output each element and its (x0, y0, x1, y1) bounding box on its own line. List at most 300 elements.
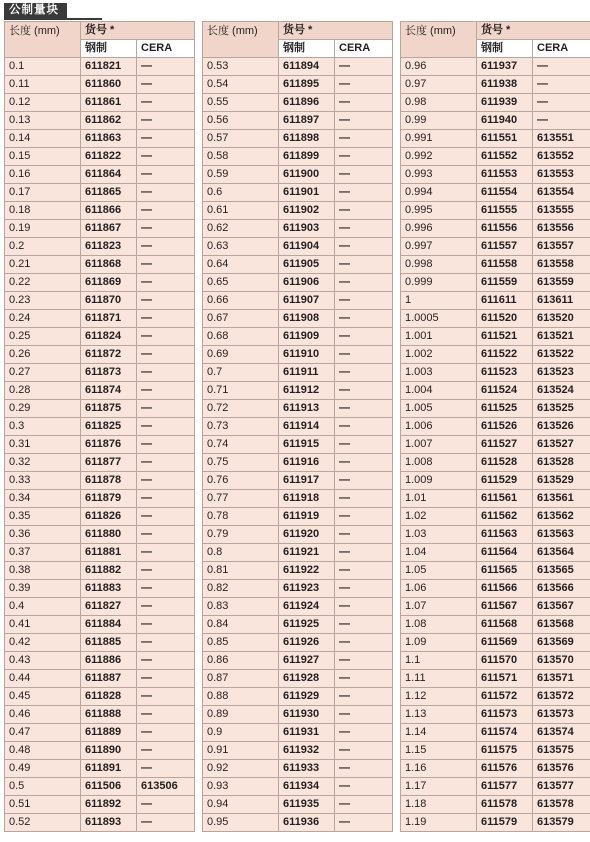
length-cell: 0.57 (203, 130, 279, 148)
cera-part-cell: — (335, 616, 393, 634)
steel-part-cell: 611525 (477, 400, 533, 418)
steel-part-cell: 611919 (279, 508, 335, 526)
table-row (203, 400, 393, 418)
length-cell: 0.15 (5, 148, 81, 166)
length-cell: 0.992 (401, 148, 477, 166)
table-row (401, 418, 590, 436)
length-cell: 1.1 (401, 652, 477, 670)
cera-part-cell: — (137, 454, 195, 472)
cera-part-cell: 613565 (533, 562, 590, 580)
steel-part-cell: 611918 (279, 490, 335, 508)
length-cell: 0.29 (5, 400, 81, 418)
length-header: 长度 (mm) (5, 22, 81, 58)
steel-part-cell: 611936 (279, 814, 335, 832)
cera-part-cell: — (137, 436, 195, 454)
cera-part-cell: — (137, 760, 195, 778)
steel-part-cell: 611929 (279, 688, 335, 706)
steel-part-cell: 611862 (81, 112, 137, 130)
cera-part-cell: — (533, 94, 590, 112)
cera-part-cell: 613566 (533, 580, 590, 598)
steel-part-cell: 611890 (81, 742, 137, 760)
steel-part-cell: 611823 (81, 238, 137, 256)
cera-part-cell: 613557 (533, 238, 590, 256)
table-row (401, 166, 590, 184)
cera-part-cell: 613528 (533, 454, 590, 472)
table-row (203, 760, 393, 778)
cera-part-cell: — (335, 544, 393, 562)
steel-part-cell: 611888 (81, 706, 137, 724)
cera-part-cell: 613575 (533, 742, 590, 760)
table-row (203, 346, 393, 364)
length-cell: 1.15 (401, 742, 477, 760)
table-row (203, 670, 393, 688)
table-row (203, 130, 393, 148)
cera-part-cell: — (335, 130, 393, 148)
steel-part-cell: 611564 (477, 544, 533, 562)
steel-part-cell: 611828 (81, 688, 137, 706)
length-cell: 0.28 (5, 382, 81, 400)
cera-part-cell: — (335, 94, 393, 112)
length-cell: 0.996 (401, 220, 477, 238)
length-cell: 0.26 (5, 346, 81, 364)
length-cell: 0.21 (5, 256, 81, 274)
cera-part-cell: — (335, 310, 393, 328)
cera-part-cell: 613521 (533, 328, 590, 346)
length-cell: 0.54 (203, 76, 279, 94)
steel-part-cell: 611887 (81, 670, 137, 688)
cera-part-cell: 613527 (533, 436, 590, 454)
cera-part-cell: — (335, 598, 393, 616)
table-row (5, 706, 195, 724)
cera-part-cell: — (335, 472, 393, 490)
steel-part-cell: 611892 (81, 796, 137, 814)
cera-part-cell: — (137, 346, 195, 364)
length-cell: 0.998 (401, 256, 477, 274)
table-row (401, 202, 590, 220)
cera-part-cell: — (137, 634, 195, 652)
steel-part-cell: 611568 (477, 616, 533, 634)
cera-part-cell: — (137, 796, 195, 814)
cera-part-cell: — (137, 598, 195, 616)
table-row (401, 724, 590, 742)
table-row (203, 94, 393, 112)
cera-part-cell: 613571 (533, 670, 590, 688)
length-cell: 1.08 (401, 616, 477, 634)
length-cell: 0.24 (5, 310, 81, 328)
steel-part-cell: 611920 (279, 526, 335, 544)
cera-part-cell: — (335, 256, 393, 274)
cera-part-cell: — (137, 166, 195, 184)
table-row (203, 616, 393, 634)
cera-part-cell: — (335, 166, 393, 184)
length-cell: 1.006 (401, 418, 477, 436)
length-cell: 0.38 (5, 562, 81, 580)
length-cell: 1.19 (401, 814, 477, 832)
cera-part-cell: — (335, 346, 393, 364)
cera-part-cell: — (137, 616, 195, 634)
cera-part-cell: 613524 (533, 382, 590, 400)
cera-part-cell: — (335, 562, 393, 580)
table-row (203, 166, 393, 184)
length-cell: 0.63 (203, 238, 279, 256)
cera-part-cell: 613579 (533, 814, 590, 832)
cera-part-cell: — (137, 526, 195, 544)
cera-part-cell: — (137, 742, 195, 760)
table-row (5, 238, 195, 256)
cera-part-cell: — (335, 112, 393, 130)
table-row (401, 544, 590, 562)
table-row (5, 796, 195, 814)
steel-part-cell: 611930 (279, 706, 335, 724)
length-cell: 1.13 (401, 706, 477, 724)
length-cell: 0.94 (203, 796, 279, 814)
cera-part-cell: — (335, 670, 393, 688)
part-number-header: 货号 * (279, 22, 393, 40)
cera-part-cell: — (335, 706, 393, 724)
length-cell: 0.48 (5, 742, 81, 760)
steel-part-cell: 611915 (279, 436, 335, 454)
steel-part-cell: 611556 (477, 220, 533, 238)
steel-part-cell: 611572 (477, 688, 533, 706)
cera-part-cell: 613568 (533, 616, 590, 634)
table-row (203, 580, 393, 598)
table-row (203, 562, 393, 580)
cera-part-cell: — (137, 472, 195, 490)
cera-part-cell: 613551 (533, 130, 590, 148)
table-row (5, 490, 195, 508)
table-row (203, 598, 393, 616)
length-cell: 0.98 (401, 94, 477, 112)
length-cell: 0.34 (5, 490, 81, 508)
steel-part-cell: 611506 (81, 778, 137, 796)
length-cell: 0.2 (5, 238, 81, 256)
table-row (5, 94, 195, 112)
table-row (203, 724, 393, 742)
cera-part-cell: — (137, 508, 195, 526)
length-cell: 0.12 (5, 94, 81, 112)
length-header: 长度 (mm) (401, 22, 477, 58)
table-row (203, 490, 393, 508)
steel-part-cell: 611935 (279, 796, 335, 814)
steel-part-cell: 611931 (279, 724, 335, 742)
table-row (5, 274, 195, 292)
cera-part-cell: 613573 (533, 706, 590, 724)
steel-part-cell: 611895 (279, 76, 335, 94)
length-cell: 0.8 (203, 544, 279, 562)
table-row (5, 256, 195, 274)
steel-part-cell: 611872 (81, 346, 137, 364)
length-cell: 1.02 (401, 508, 477, 526)
length-cell: 0.55 (203, 94, 279, 112)
cera-part-cell: — (137, 382, 195, 400)
length-cell: 0.25 (5, 328, 81, 346)
table-row (401, 760, 590, 778)
steel-part-cell: 611924 (279, 598, 335, 616)
table-row (5, 652, 195, 670)
cera-part-cell: — (137, 652, 195, 670)
steel-header: 钢制 (81, 40, 137, 58)
table-row (401, 778, 590, 796)
steel-part-cell: 611921 (279, 544, 335, 562)
table-row (203, 418, 393, 436)
table-row (401, 490, 590, 508)
table-row (401, 220, 590, 238)
cera-part-cell: — (137, 256, 195, 274)
steel-part-cell: 611576 (477, 760, 533, 778)
steel-part-cell: 611826 (81, 508, 137, 526)
steel-part-cell: 611934 (279, 778, 335, 796)
table-row (203, 526, 393, 544)
gauge-table-2 (202, 21, 393, 832)
table-row (401, 328, 590, 346)
steel-part-cell: 611863 (81, 130, 137, 148)
steel-part-cell: 611577 (477, 778, 533, 796)
cera-part-cell: — (533, 76, 590, 94)
table-row (5, 112, 195, 130)
length-cell: 0.91 (203, 742, 279, 760)
table-row (203, 544, 393, 562)
length-cell: 1.12 (401, 688, 477, 706)
steel-part-cell: 611558 (477, 256, 533, 274)
table-row (203, 382, 393, 400)
cera-part-cell: — (137, 184, 195, 202)
cera-part-cell: 613572 (533, 688, 590, 706)
part-number-header: 货号 * (477, 22, 590, 40)
steel-part-cell: 611611 (477, 292, 533, 310)
table-row (203, 508, 393, 526)
steel-part-cell: 611912 (279, 382, 335, 400)
length-cell: 1.14 (401, 724, 477, 742)
length-cell: 0.11 (5, 76, 81, 94)
table-row (203, 814, 393, 832)
cera-part-cell: — (137, 202, 195, 220)
cera-part-cell: — (137, 418, 195, 436)
table-row (5, 598, 195, 616)
table-row (401, 292, 590, 310)
steel-part-cell: 611880 (81, 526, 137, 544)
steel-part-cell: 611553 (477, 166, 533, 184)
table-row (401, 130, 590, 148)
steel-part-cell: 611527 (477, 436, 533, 454)
length-cell: 0.23 (5, 292, 81, 310)
steel-part-cell: 611563 (477, 526, 533, 544)
length-cell: 1 (401, 292, 477, 310)
part-number-header: 货号 * (81, 22, 195, 40)
cera-part-cell: — (335, 418, 393, 436)
table-row (5, 328, 195, 346)
cera-part-cell: 613529 (533, 472, 590, 490)
length-cell: 0.35 (5, 508, 81, 526)
cera-part-cell: 613522 (533, 346, 590, 364)
steel-part-cell: 611928 (279, 670, 335, 688)
length-cell: 0.19 (5, 220, 81, 238)
table-row (401, 364, 590, 382)
steel-part-cell: 611565 (477, 562, 533, 580)
cera-part-cell: 613556 (533, 220, 590, 238)
length-cell: 0.993 (401, 166, 477, 184)
cera-part-cell: — (335, 364, 393, 382)
table-row (401, 580, 590, 598)
length-cell: 1.18 (401, 796, 477, 814)
cera-part-cell: — (137, 76, 195, 94)
length-cell: 0.33 (5, 472, 81, 490)
cera-part-cell: — (335, 328, 393, 346)
table-row (203, 292, 393, 310)
length-cell: 0.64 (203, 256, 279, 274)
length-cell: 0.78 (203, 508, 279, 526)
cera-part-cell: — (335, 652, 393, 670)
table-row (5, 562, 195, 580)
table-row (401, 454, 590, 472)
table-row (5, 76, 195, 94)
steel-part-cell: 611889 (81, 724, 137, 742)
length-cell: 0.995 (401, 202, 477, 220)
table-row (5, 130, 195, 148)
steel-part-cell: 611520 (477, 310, 533, 328)
table-row (5, 292, 195, 310)
cera-part-cell: 613563 (533, 526, 590, 544)
cera-part-cell: 613559 (533, 274, 590, 292)
steel-part-cell: 611551 (477, 130, 533, 148)
cera-part-cell: — (137, 562, 195, 580)
steel-part-cell: 611824 (81, 328, 137, 346)
cera-part-cell: — (335, 526, 393, 544)
table-row (5, 148, 195, 166)
length-cell: 0.89 (203, 706, 279, 724)
steel-part-cell: 611884 (81, 616, 137, 634)
steel-part-cell: 611575 (477, 742, 533, 760)
cera-part-cell: — (335, 58, 393, 76)
steel-part-cell: 611561 (477, 490, 533, 508)
steel-part-cell: 611870 (81, 292, 137, 310)
steel-part-cell: 611916 (279, 454, 335, 472)
cera-part-cell: — (335, 760, 393, 778)
length-cell: 1.11 (401, 670, 477, 688)
cera-part-cell: 613569 (533, 634, 590, 652)
table-row (203, 274, 393, 292)
steel-part-cell: 611868 (81, 256, 137, 274)
steel-part-cell: 611526 (477, 418, 533, 436)
cera-part-cell: — (137, 130, 195, 148)
length-cell: 0.99 (401, 112, 477, 130)
length-cell: 0.32 (5, 454, 81, 472)
steel-part-cell: 611529 (477, 472, 533, 490)
steel-part-cell: 611521 (477, 328, 533, 346)
table-row (5, 580, 195, 598)
cera-part-cell: — (137, 220, 195, 238)
steel-part-cell: 611882 (81, 562, 137, 580)
steel-part-cell: 611878 (81, 472, 137, 490)
steel-part-cell: 611875 (81, 400, 137, 418)
steel-part-cell: 611528 (477, 454, 533, 472)
steel-part-cell: 611874 (81, 382, 137, 400)
length-cell: 0.991 (401, 130, 477, 148)
length-cell: 0.71 (203, 382, 279, 400)
table-row (401, 94, 590, 112)
table-row (5, 544, 195, 562)
length-cell: 0.41 (5, 616, 81, 634)
table-row (5, 382, 195, 400)
steel-part-cell: 611911 (279, 364, 335, 382)
cera-part-cell: — (335, 436, 393, 454)
steel-part-cell: 611867 (81, 220, 137, 238)
cera-part-cell: — (335, 778, 393, 796)
cera-part-cell: — (335, 292, 393, 310)
steel-part-cell: 611579 (477, 814, 533, 832)
table-row (5, 364, 195, 382)
length-cell: 1.003 (401, 364, 477, 382)
cera-part-cell: 613561 (533, 490, 590, 508)
table-row (5, 418, 195, 436)
table-row (203, 58, 393, 76)
length-cell: 0.997 (401, 238, 477, 256)
table-row (203, 634, 393, 652)
steel-part-cell: 611574 (477, 724, 533, 742)
table-row (5, 472, 195, 490)
table-row (5, 688, 195, 706)
table-row (203, 778, 393, 796)
length-cell: 0.7 (203, 364, 279, 382)
steel-part-cell: 611913 (279, 400, 335, 418)
cera-part-cell: — (137, 94, 195, 112)
cera-part-cell: — (335, 382, 393, 400)
table-row (5, 724, 195, 742)
steel-part-cell: 611910 (279, 346, 335, 364)
length-cell: 1.07 (401, 598, 477, 616)
cera-part-cell: 613525 (533, 400, 590, 418)
length-cell: 0.65 (203, 274, 279, 292)
length-cell: 0.88 (203, 688, 279, 706)
cera-part-cell: — (335, 274, 393, 292)
table-row (401, 598, 590, 616)
cera-part-cell: — (335, 238, 393, 256)
table-row (401, 382, 590, 400)
cera-part-cell: — (335, 454, 393, 472)
length-cell: 0.37 (5, 544, 81, 562)
length-cell: 0.14 (5, 130, 81, 148)
table-row (401, 706, 590, 724)
cera-part-cell: — (137, 724, 195, 742)
length-cell: 1.0005 (401, 310, 477, 328)
steel-part-cell: 611866 (81, 202, 137, 220)
length-cell: 0.22 (5, 274, 81, 292)
table-row (5, 400, 195, 418)
cera-part-cell: — (335, 400, 393, 418)
gauge-table-3 (400, 21, 590, 832)
steel-part-cell: 611927 (279, 652, 335, 670)
table-row (5, 220, 195, 238)
length-cell: 0.95 (203, 814, 279, 832)
steel-part-cell: 611905 (279, 256, 335, 274)
cera-part-cell: 613553 (533, 166, 590, 184)
table-row (401, 634, 590, 652)
length-cell: 0.68 (203, 328, 279, 346)
section-title-rule (4, 18, 102, 20)
cera-part-cell: — (335, 202, 393, 220)
table-row (401, 742, 590, 760)
cera-part-cell: 613567 (533, 598, 590, 616)
table-row (401, 814, 590, 832)
length-cell: 0.9 (203, 724, 279, 742)
length-cell: 0.83 (203, 598, 279, 616)
length-cell: 0.56 (203, 112, 279, 130)
cera-part-cell: 613520 (533, 310, 590, 328)
table-row (401, 526, 590, 544)
length-cell: 1.001 (401, 328, 477, 346)
length-cell: 1.01 (401, 490, 477, 508)
length-cell: 0.39 (5, 580, 81, 598)
table-row (203, 436, 393, 454)
